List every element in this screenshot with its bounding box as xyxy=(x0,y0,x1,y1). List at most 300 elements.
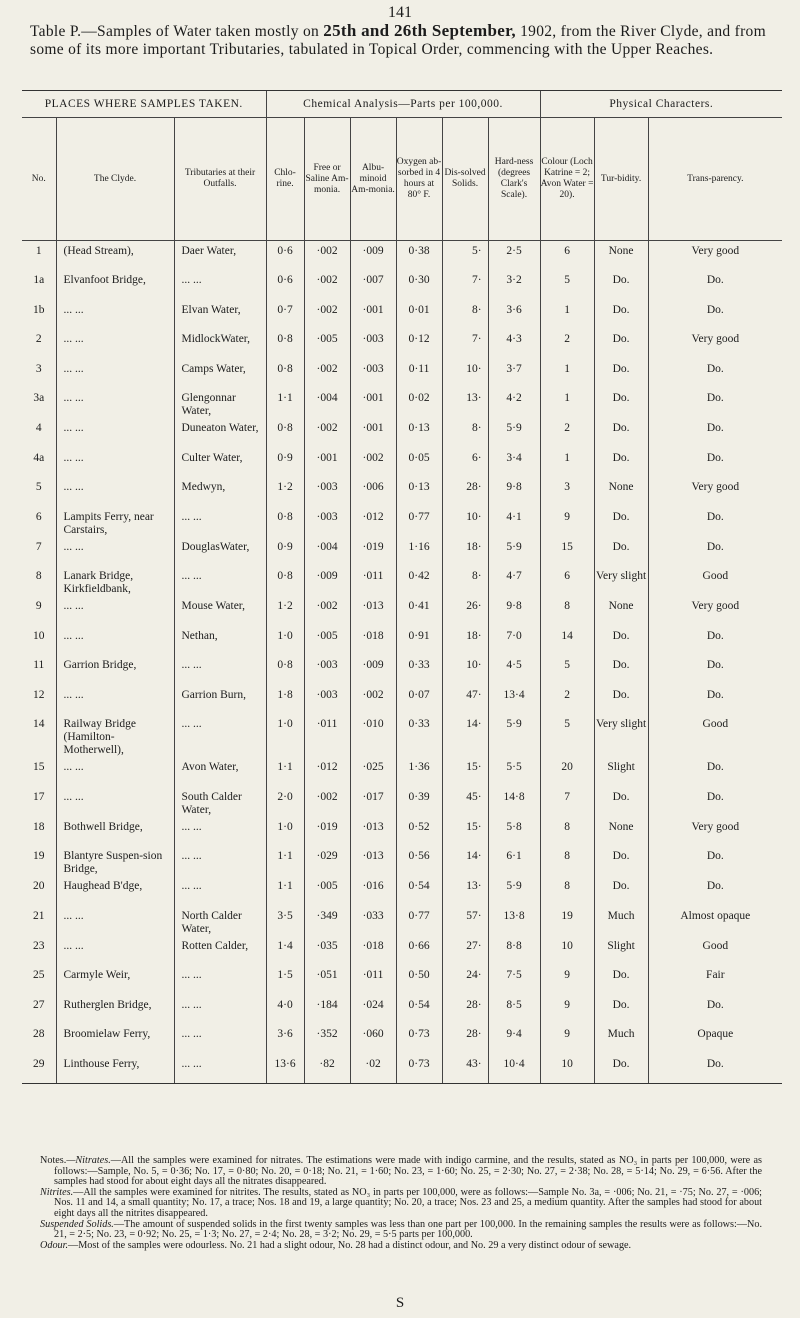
group-chemical: Chemical Analysis—Parts per 100,000. xyxy=(266,91,540,118)
cell-turbidity: Slight xyxy=(594,757,648,787)
cell-turbidity: Do. xyxy=(594,448,648,478)
header-chlorine: Chlo-rine. xyxy=(266,118,304,241)
table-row xyxy=(22,846,782,876)
cell-colour: 5 xyxy=(540,714,594,757)
cell-chlorine: 0·8 xyxy=(266,359,304,389)
cell-free-ammonia: ·003 xyxy=(304,685,350,715)
header-free-ammonia: Free or Saline Am-monia. xyxy=(304,118,350,241)
cell-hardness: 4·7 xyxy=(488,566,540,596)
cell-albuminoid-ammonia: ·007 xyxy=(350,270,396,300)
cell-free-ammonia: ·012 xyxy=(304,757,350,787)
cell-hardness: 5·9 xyxy=(488,537,540,567)
cell-dissolved-solids: 47· xyxy=(442,685,488,715)
cell-no: 28 xyxy=(33,1028,45,1040)
cell-dissolved-solids: 7· xyxy=(442,329,488,359)
cell-dissolved-solids: 43· xyxy=(442,1054,488,1084)
cell-transparency: Do. xyxy=(648,787,782,817)
cell-albuminoid-ammonia: ·002 xyxy=(350,685,396,715)
cell-oxygen-absorbed: 1·16 xyxy=(396,537,442,567)
table-row xyxy=(22,270,782,300)
cell-no: 21 xyxy=(33,909,45,922)
cell-clyde: Elvanfoot Bridge, xyxy=(56,270,174,300)
cell-transparency: Very good xyxy=(648,241,782,271)
cell-albuminoid-ammonia: ·019 xyxy=(350,537,396,567)
cell-oxygen-absorbed: 0·91 xyxy=(396,626,442,656)
cell-tributary: ... ... xyxy=(174,1024,266,1054)
table-row xyxy=(22,876,782,906)
table-row xyxy=(22,477,782,507)
cell-transparency: Do. xyxy=(648,270,782,300)
cell-colour: 15 xyxy=(540,537,594,567)
cell-colour: 2 xyxy=(540,685,594,715)
cell-chlorine: 0·6 xyxy=(266,241,304,271)
cell-colour: 1 xyxy=(540,359,594,389)
cell-free-ammonia: ·004 xyxy=(304,537,350,567)
cell-tributary: DouglasWater, xyxy=(174,537,266,567)
cell-albuminoid-ammonia: ·006 xyxy=(350,477,396,507)
cell-oxygen-absorbed: 0·30 xyxy=(396,270,442,300)
table-row xyxy=(22,1024,782,1054)
note-nitrates: Notes.—Nitrates.—All the samples were examined for nitrates. The estimations were made with indigo carmine, and the results, stated as NO₃ in parts per 100,000, were as follows:—Sample, No. 5, = 0·36; No. 17, = 0·80; No. 20, = 0·18; No. 21, = 1·60; No. 23, = 1·60; No. 25, = 2·30; No. 27, = 2·38; No. 28, = 5·14; No. 29, = 6·56. After the samples had stood for about eight days all the nitrates disappeared. xyxy=(40,1155,762,1188)
cell-colour: 1 xyxy=(540,300,594,330)
cell-free-ammonia: ·003 xyxy=(304,507,350,537)
cell-hardness: 9·8 xyxy=(488,596,540,626)
table-row xyxy=(22,507,782,537)
header-no: No. xyxy=(22,118,56,241)
cell-albuminoid-ammonia: ·013 xyxy=(350,846,396,876)
cell-hardness: 5·9 xyxy=(488,418,540,448)
cell-colour: 8 xyxy=(540,876,594,906)
table-row xyxy=(22,566,782,596)
cell-colour: 8 xyxy=(540,817,594,847)
cell-colour: 19 xyxy=(540,906,594,936)
cell-colour: 9 xyxy=(540,507,594,537)
cell-free-ammonia: ·002 xyxy=(304,359,350,389)
cell-tributary: Culter Water, xyxy=(174,448,266,478)
cell-hardness: 7·0 xyxy=(488,626,540,656)
cell-no: 14 xyxy=(33,718,45,730)
cell-oxygen-absorbed: 0·11 xyxy=(396,359,442,389)
cell-oxygen-absorbed: 0·56 xyxy=(396,846,442,876)
cell-albuminoid-ammonia: ·024 xyxy=(350,995,396,1025)
cell-chlorine: 1·4 xyxy=(266,936,304,966)
cell-no: 17 xyxy=(33,790,45,803)
cell-tributary: Avon Water, xyxy=(174,757,266,787)
cell-hardness: 9·8 xyxy=(488,477,540,507)
signature-mark: S xyxy=(395,1295,405,1311)
cell-hardness: 2·5 xyxy=(488,241,540,271)
cell-chlorine: 0·8 xyxy=(266,418,304,448)
cell-free-ammonia: ·82 xyxy=(304,1054,350,1084)
cell-colour: 7 xyxy=(540,787,594,817)
cell-colour: 2 xyxy=(540,329,594,359)
cell-tributary: Daer Water, xyxy=(174,241,266,271)
cell-no: 12 xyxy=(33,688,45,701)
cell-transparency: Do. xyxy=(648,846,782,876)
cell-oxygen-absorbed: 0·73 xyxy=(396,1024,442,1054)
cell-tributary: MidlockWater, xyxy=(174,329,266,359)
cell-chlorine: 1·8 xyxy=(266,685,304,715)
cell-turbidity: Do. xyxy=(594,1054,648,1084)
cell-albuminoid-ammonia: ·009 xyxy=(350,241,396,271)
cell-dissolved-solids: 24· xyxy=(442,965,488,995)
cell-chlorine: 0·7 xyxy=(266,300,304,330)
cell-albuminoid-ammonia: ·018 xyxy=(350,626,396,656)
header-turbidity: Tur-bidity. xyxy=(594,118,648,241)
cell-albuminoid-ammonia: ·011 xyxy=(350,965,396,995)
cell-turbidity: Do. xyxy=(594,388,648,418)
cell-colour: 10 xyxy=(540,936,594,966)
cell-chlorine: 1·0 xyxy=(266,714,304,757)
cell-turbidity: Much xyxy=(594,1024,648,1054)
cell-clyde: ... ... xyxy=(56,329,174,359)
cell-colour: 9 xyxy=(540,965,594,995)
cell-no: 3a xyxy=(33,392,45,404)
cell-oxygen-absorbed: 0·33 xyxy=(396,714,442,757)
cell-clyde: ... ... xyxy=(56,359,174,389)
cell-colour: 8 xyxy=(540,846,594,876)
cell-free-ammonia: ·002 xyxy=(304,300,350,330)
header-oxygen-absorbed: Oxygen ab-sorbed in 4 hours at 80° F. xyxy=(396,118,442,241)
cell-albuminoid-ammonia: ·003 xyxy=(350,329,396,359)
cell-hardness: 5·5 xyxy=(488,757,540,787)
cell-oxygen-absorbed: 0·42 xyxy=(396,566,442,596)
cell-transparency: Do. xyxy=(648,388,782,418)
note-nitrites: Nitrites.—All the samples were examined for nitrites. The results, stated as NO₃ in parts per 100,000, were as follows:—Sample No. 3a, = ·006; No. 21, = ·75; No. 27, = ·006; Nos. 11 and 14, a small quantity; No. 17, a trace; Nos. 18 and 19, a large quantity; No. 20, a trace; Nos. 23 and 25, a medium quantity. After the samples had stood for about eight days all the nitrites disappeared. xyxy=(40,1186,762,1219)
cell-no: 11 xyxy=(33,659,45,671)
cell-transparency: Do. xyxy=(648,757,782,787)
cell-chlorine: 1·1 xyxy=(266,876,304,906)
cell-tributary: ... ... xyxy=(174,714,266,757)
table-row xyxy=(22,757,782,787)
cell-clyde: ... ... xyxy=(56,596,174,626)
cell-albuminoid-ammonia: ·060 xyxy=(350,1024,396,1054)
cell-turbidity: None xyxy=(594,596,648,626)
cell-transparency: Do. xyxy=(648,448,782,478)
cell-tributary: Garrion Burn, xyxy=(174,685,266,715)
cell-albuminoid-ammonia: ·001 xyxy=(350,300,396,330)
cell-turbidity: Do. xyxy=(594,329,648,359)
cell-dissolved-solids: 15· xyxy=(442,817,488,847)
cell-tributary: ... ... xyxy=(174,965,266,995)
cell-turbidity: Do. xyxy=(594,876,648,906)
table-row xyxy=(22,787,782,817)
cell-colour: 3 xyxy=(540,477,594,507)
cell-free-ammonia: ·002 xyxy=(304,270,350,300)
header-hardness: Hard-ness (degrees Clark's Scale). xyxy=(488,118,540,241)
cell-clyde: ... ... xyxy=(56,757,174,787)
header-clyde: The Clyde. xyxy=(56,118,174,241)
table-row xyxy=(22,241,782,271)
cell-tributary: ... ... xyxy=(174,270,266,300)
cell-no: 25 xyxy=(33,969,45,981)
cell-no: 20 xyxy=(33,880,45,892)
cell-free-ammonia: ·002 xyxy=(304,418,350,448)
cell-turbidity: Do. xyxy=(594,846,648,876)
cell-turbidity: Do. xyxy=(594,995,648,1025)
header-colour: Colour (Loch Katrine = 2; Avon Water = 20). xyxy=(540,118,594,241)
cell-hardness: 4·2 xyxy=(488,388,540,418)
table-row xyxy=(22,906,782,936)
cell-colour: 2 xyxy=(540,418,594,448)
cell-albuminoid-ammonia: ·033 xyxy=(350,906,396,936)
cell-transparency: Do. xyxy=(648,655,782,685)
cell-transparency: Do. xyxy=(648,1054,782,1084)
cell-hardness: 3·6 xyxy=(488,300,540,330)
cell-chlorine: 0·9 xyxy=(266,448,304,478)
cell-no: 2 xyxy=(35,333,42,345)
cell-clyde: ... ... xyxy=(56,906,174,936)
cell-tributary: Elvan Water, xyxy=(174,300,266,330)
cell-turbidity: Do. xyxy=(594,300,648,330)
cell-tributary: ... ... xyxy=(174,655,266,685)
cell-free-ammonia: ·035 xyxy=(304,936,350,966)
cell-hardness: 4·3 xyxy=(488,329,540,359)
cell-hardness: 4·5 xyxy=(488,655,540,685)
cell-free-ammonia: ·001 xyxy=(304,448,350,478)
cell-dissolved-solids: 10· xyxy=(442,507,488,537)
cell-no: 6 xyxy=(35,510,42,523)
cell-dissolved-solids: 28· xyxy=(442,1024,488,1054)
cell-oxygen-absorbed: 0·13 xyxy=(396,477,442,507)
cell-transparency: Do. xyxy=(648,876,782,906)
cell-colour: 9 xyxy=(540,995,594,1025)
cell-albuminoid-ammonia: ·011 xyxy=(350,566,396,596)
cell-tributary: ... ... xyxy=(174,876,266,906)
cell-clyde: Railway Bridge (Hamilton-Motherwell), xyxy=(56,714,174,757)
cell-tributary: ... ... xyxy=(174,846,266,876)
cell-no: 15 xyxy=(33,761,45,773)
cell-dissolved-solids: 5· xyxy=(442,241,488,271)
cell-transparency: Good xyxy=(648,936,782,966)
cell-clyde: Rutherglen Bridge, xyxy=(56,995,174,1025)
cell-dissolved-solids: 14· xyxy=(442,846,488,876)
header-tributaries: Tributaries at their Outfalls. xyxy=(174,118,266,241)
cell-turbidity: Very slight xyxy=(594,714,648,757)
cell-colour: 1 xyxy=(540,388,594,418)
cell-hardness: 3·7 xyxy=(488,359,540,389)
cell-tributary: Medwyn, xyxy=(174,477,266,507)
cell-turbidity: Do. xyxy=(594,655,648,685)
cell-clyde: ... ... xyxy=(56,300,174,330)
title-date: 25th and 26th September, xyxy=(323,21,516,40)
cell-transparency: Do. xyxy=(648,507,782,537)
cell-albuminoid-ammonia: ·02 xyxy=(350,1054,396,1084)
cell-transparency: Do. xyxy=(648,418,782,448)
cell-dissolved-solids: 8· xyxy=(442,300,488,330)
table-row xyxy=(22,817,782,847)
table-row xyxy=(22,537,782,567)
cell-tributary: Rotten Calder, xyxy=(174,936,266,966)
cell-oxygen-absorbed: 1·36 xyxy=(396,757,442,787)
cell-free-ammonia: ·349 xyxy=(304,906,350,936)
cell-free-ammonia: ·352 xyxy=(304,1024,350,1054)
cell-dissolved-solids: 18· xyxy=(442,626,488,656)
cell-turbidity: Do. xyxy=(594,787,648,817)
cell-free-ammonia: ·002 xyxy=(304,596,350,626)
cell-free-ammonia: ·005 xyxy=(304,626,350,656)
cell-colour: 5 xyxy=(540,655,594,685)
cell-clyde: Broomielaw Ferry, xyxy=(56,1024,174,1054)
cell-dissolved-solids: 8· xyxy=(442,566,488,596)
table-row xyxy=(22,388,782,418)
cell-transparency: Good xyxy=(648,566,782,596)
cell-clyde: ... ... xyxy=(56,787,174,817)
cell-oxygen-absorbed: 0·13 xyxy=(396,418,442,448)
cell-no: 29 xyxy=(22,1054,56,1084)
cell-albuminoid-ammonia: ·002 xyxy=(350,448,396,478)
table-row xyxy=(22,626,782,656)
header-dissolved-solids: Dis-solved Solids. xyxy=(442,118,488,241)
cell-chlorine: 2·0 xyxy=(266,787,304,817)
cell-clyde: Bothwell Bridge, xyxy=(56,817,174,847)
table-row xyxy=(22,300,782,330)
cell-free-ammonia: ·019 xyxy=(304,817,350,847)
cell-colour: 8 xyxy=(540,596,594,626)
cell-transparency: Very good xyxy=(648,477,782,507)
cell-no: 7 xyxy=(35,540,42,553)
cell-albuminoid-ammonia: ·010 xyxy=(350,714,396,757)
cell-clyde: ... ... xyxy=(56,936,174,966)
cell-clyde: ... ... xyxy=(56,418,174,448)
cell-colour: 20 xyxy=(540,757,594,787)
cell-clyde: Blantyre Suspen-sion Bridge, xyxy=(56,846,174,876)
table-row xyxy=(22,714,782,757)
cell-no: 1 xyxy=(35,245,42,257)
cell-clyde: Lampits Ferry, near Carstairs, xyxy=(56,507,174,537)
table-row xyxy=(22,1054,782,1084)
cell-oxygen-absorbed: 0·73 xyxy=(396,1054,442,1084)
cell-clyde: Carmyle Weir, xyxy=(56,965,174,995)
cell-dissolved-solids: 26· xyxy=(442,596,488,626)
cell-free-ammonia: ·002 xyxy=(304,787,350,817)
cell-tributary: Nethan, xyxy=(174,626,266,656)
cell-albuminoid-ammonia: ·018 xyxy=(350,936,396,966)
cell-no: 27 xyxy=(33,998,45,1011)
cell-dissolved-solids: 13· xyxy=(442,388,488,418)
cell-dissolved-solids: 6· xyxy=(442,448,488,478)
cell-chlorine: 3·6 xyxy=(266,1024,304,1054)
cell-tributary: ... ... xyxy=(174,507,266,537)
cell-free-ammonia: ·003 xyxy=(304,477,350,507)
cell-dissolved-solids: 15· xyxy=(442,757,488,787)
cell-oxygen-absorbed: 0·33 xyxy=(396,655,442,685)
page-number: 141 xyxy=(388,4,412,21)
cell-clyde: ... ... xyxy=(56,388,174,418)
cell-hardness: 10·4 xyxy=(488,1054,540,1084)
water-samples-table xyxy=(22,90,782,1084)
cell-colour: 6 xyxy=(540,241,594,271)
cell-hardness: 9·4 xyxy=(488,1024,540,1054)
cell-transparency: Do. xyxy=(648,685,782,715)
cell-free-ammonia: ·011 xyxy=(304,714,350,757)
cell-colour: 1 xyxy=(540,448,594,478)
cell-hardness: 4·1 xyxy=(488,507,540,537)
cell-turbidity: Do. xyxy=(594,270,648,300)
cell-turbidity: Do. xyxy=(594,626,648,656)
cell-free-ammonia: ·004 xyxy=(304,388,350,418)
cell-oxygen-absorbed: 0·77 xyxy=(396,906,442,936)
cell-hardness: 5·9 xyxy=(488,876,540,906)
cell-chlorine: 0·8 xyxy=(266,655,304,685)
cell-free-ammonia: ·009 xyxy=(304,566,350,596)
table-row xyxy=(22,936,782,966)
cell-free-ammonia: ·005 xyxy=(304,876,350,906)
note-odour: Odour.—Most of the samples were odourless. No. 21 had a slight odour, No. 28 had a distinct odour, and No. 29 a very distinct odour of sewage. xyxy=(40,1239,632,1251)
cell-transparency: Do. xyxy=(648,995,782,1025)
cell-turbidity: Do. xyxy=(594,507,648,537)
cell-oxygen-absorbed: 0·12 xyxy=(396,329,442,359)
cell-oxygen-absorbed: 0·05 xyxy=(396,448,442,478)
cell-clyde: ... ... xyxy=(56,626,174,656)
cell-turbidity: Do. xyxy=(594,359,648,389)
cell-albuminoid-ammonia: ·009 xyxy=(350,655,396,685)
cell-chlorine: 1·1 xyxy=(266,388,304,418)
cell-turbidity: None xyxy=(594,477,648,507)
cell-hardness: 8·8 xyxy=(488,936,540,966)
cell-albuminoid-ammonia: ·001 xyxy=(350,388,396,418)
cell-transparency: Almost opaque xyxy=(648,906,782,936)
cell-chlorine: 1·2 xyxy=(266,596,304,626)
table-row xyxy=(22,359,782,389)
cell-dissolved-solids: 13· xyxy=(442,876,488,906)
cell-colour: 5 xyxy=(540,270,594,300)
cell-hardness: 3·2 xyxy=(488,270,540,300)
cell-dissolved-solids: 28· xyxy=(442,477,488,507)
cell-turbidity: None xyxy=(594,817,648,847)
cell-clyde: Lanark Bridge, Kirkfieldbank, xyxy=(56,566,174,596)
cell-oxygen-absorbed: 0·77 xyxy=(396,507,442,537)
cell-tributary: Glengonnar Water, xyxy=(174,388,266,418)
cell-turbidity: Slight xyxy=(594,936,648,966)
cell-chlorine: 1·1 xyxy=(266,757,304,787)
cell-transparency: Very good xyxy=(648,817,782,847)
table-title xyxy=(30,22,770,59)
cell-dissolved-solids: 57· xyxy=(442,906,488,936)
cell-no: 1b xyxy=(33,303,45,316)
cell-clyde: ... ... xyxy=(56,477,174,507)
cell-hardness: 14·8 xyxy=(488,787,540,817)
cell-turbidity: Do. xyxy=(594,685,648,715)
cell-chlorine: 4·0 xyxy=(266,995,304,1025)
cell-free-ammonia: ·029 xyxy=(304,846,350,876)
table-row xyxy=(22,965,782,995)
cell-dissolved-solids: 14· xyxy=(442,714,488,757)
cell-colour: 6 xyxy=(540,566,594,596)
cell-hardness: 5·9 xyxy=(488,714,540,757)
cell-oxygen-absorbed: 0·38 xyxy=(396,241,442,271)
cell-oxygen-absorbed: 0·02 xyxy=(396,388,442,418)
cell-hardness: 8·5 xyxy=(488,995,540,1025)
cell-tributary: Mouse Water, xyxy=(174,596,266,626)
notes xyxy=(40,1156,762,1251)
cell-colour: 14 xyxy=(540,626,594,656)
cell-clyde: (Head Stream), xyxy=(56,241,174,271)
cell-chlorine: 3·5 xyxy=(266,906,304,936)
cell-tributary: ... ... xyxy=(174,817,266,847)
cell-transparency: Do. xyxy=(648,300,782,330)
cell-oxygen-absorbed: 0·54 xyxy=(396,995,442,1025)
cell-turbidity: Do. xyxy=(594,965,648,995)
title-lead: Table P.—Samples of Water taken mostly on xyxy=(30,23,320,40)
cell-hardness: 13·8 xyxy=(488,906,540,936)
cell-chlorine: 0·6 xyxy=(266,270,304,300)
cell-clyde: Garrion Bridge, xyxy=(56,655,174,685)
cell-hardness: 3·4 xyxy=(488,448,540,478)
cell-no: 23 xyxy=(33,939,45,952)
header-transparency: Trans-parency. xyxy=(648,118,782,241)
note-suspended-solids: Suspended Solids.—The amount of suspended solids in the first twenty samples was less than one part per 100,000. In the remaining samples the results were as follows:—No. 21, = 2·5; No. 23, = 0·92; No. 25, = 1·3; No. 27, = 2·4; No. 28, = 3·2; No. 29, = 5·5 parts per 100,000. xyxy=(40,1218,762,1241)
